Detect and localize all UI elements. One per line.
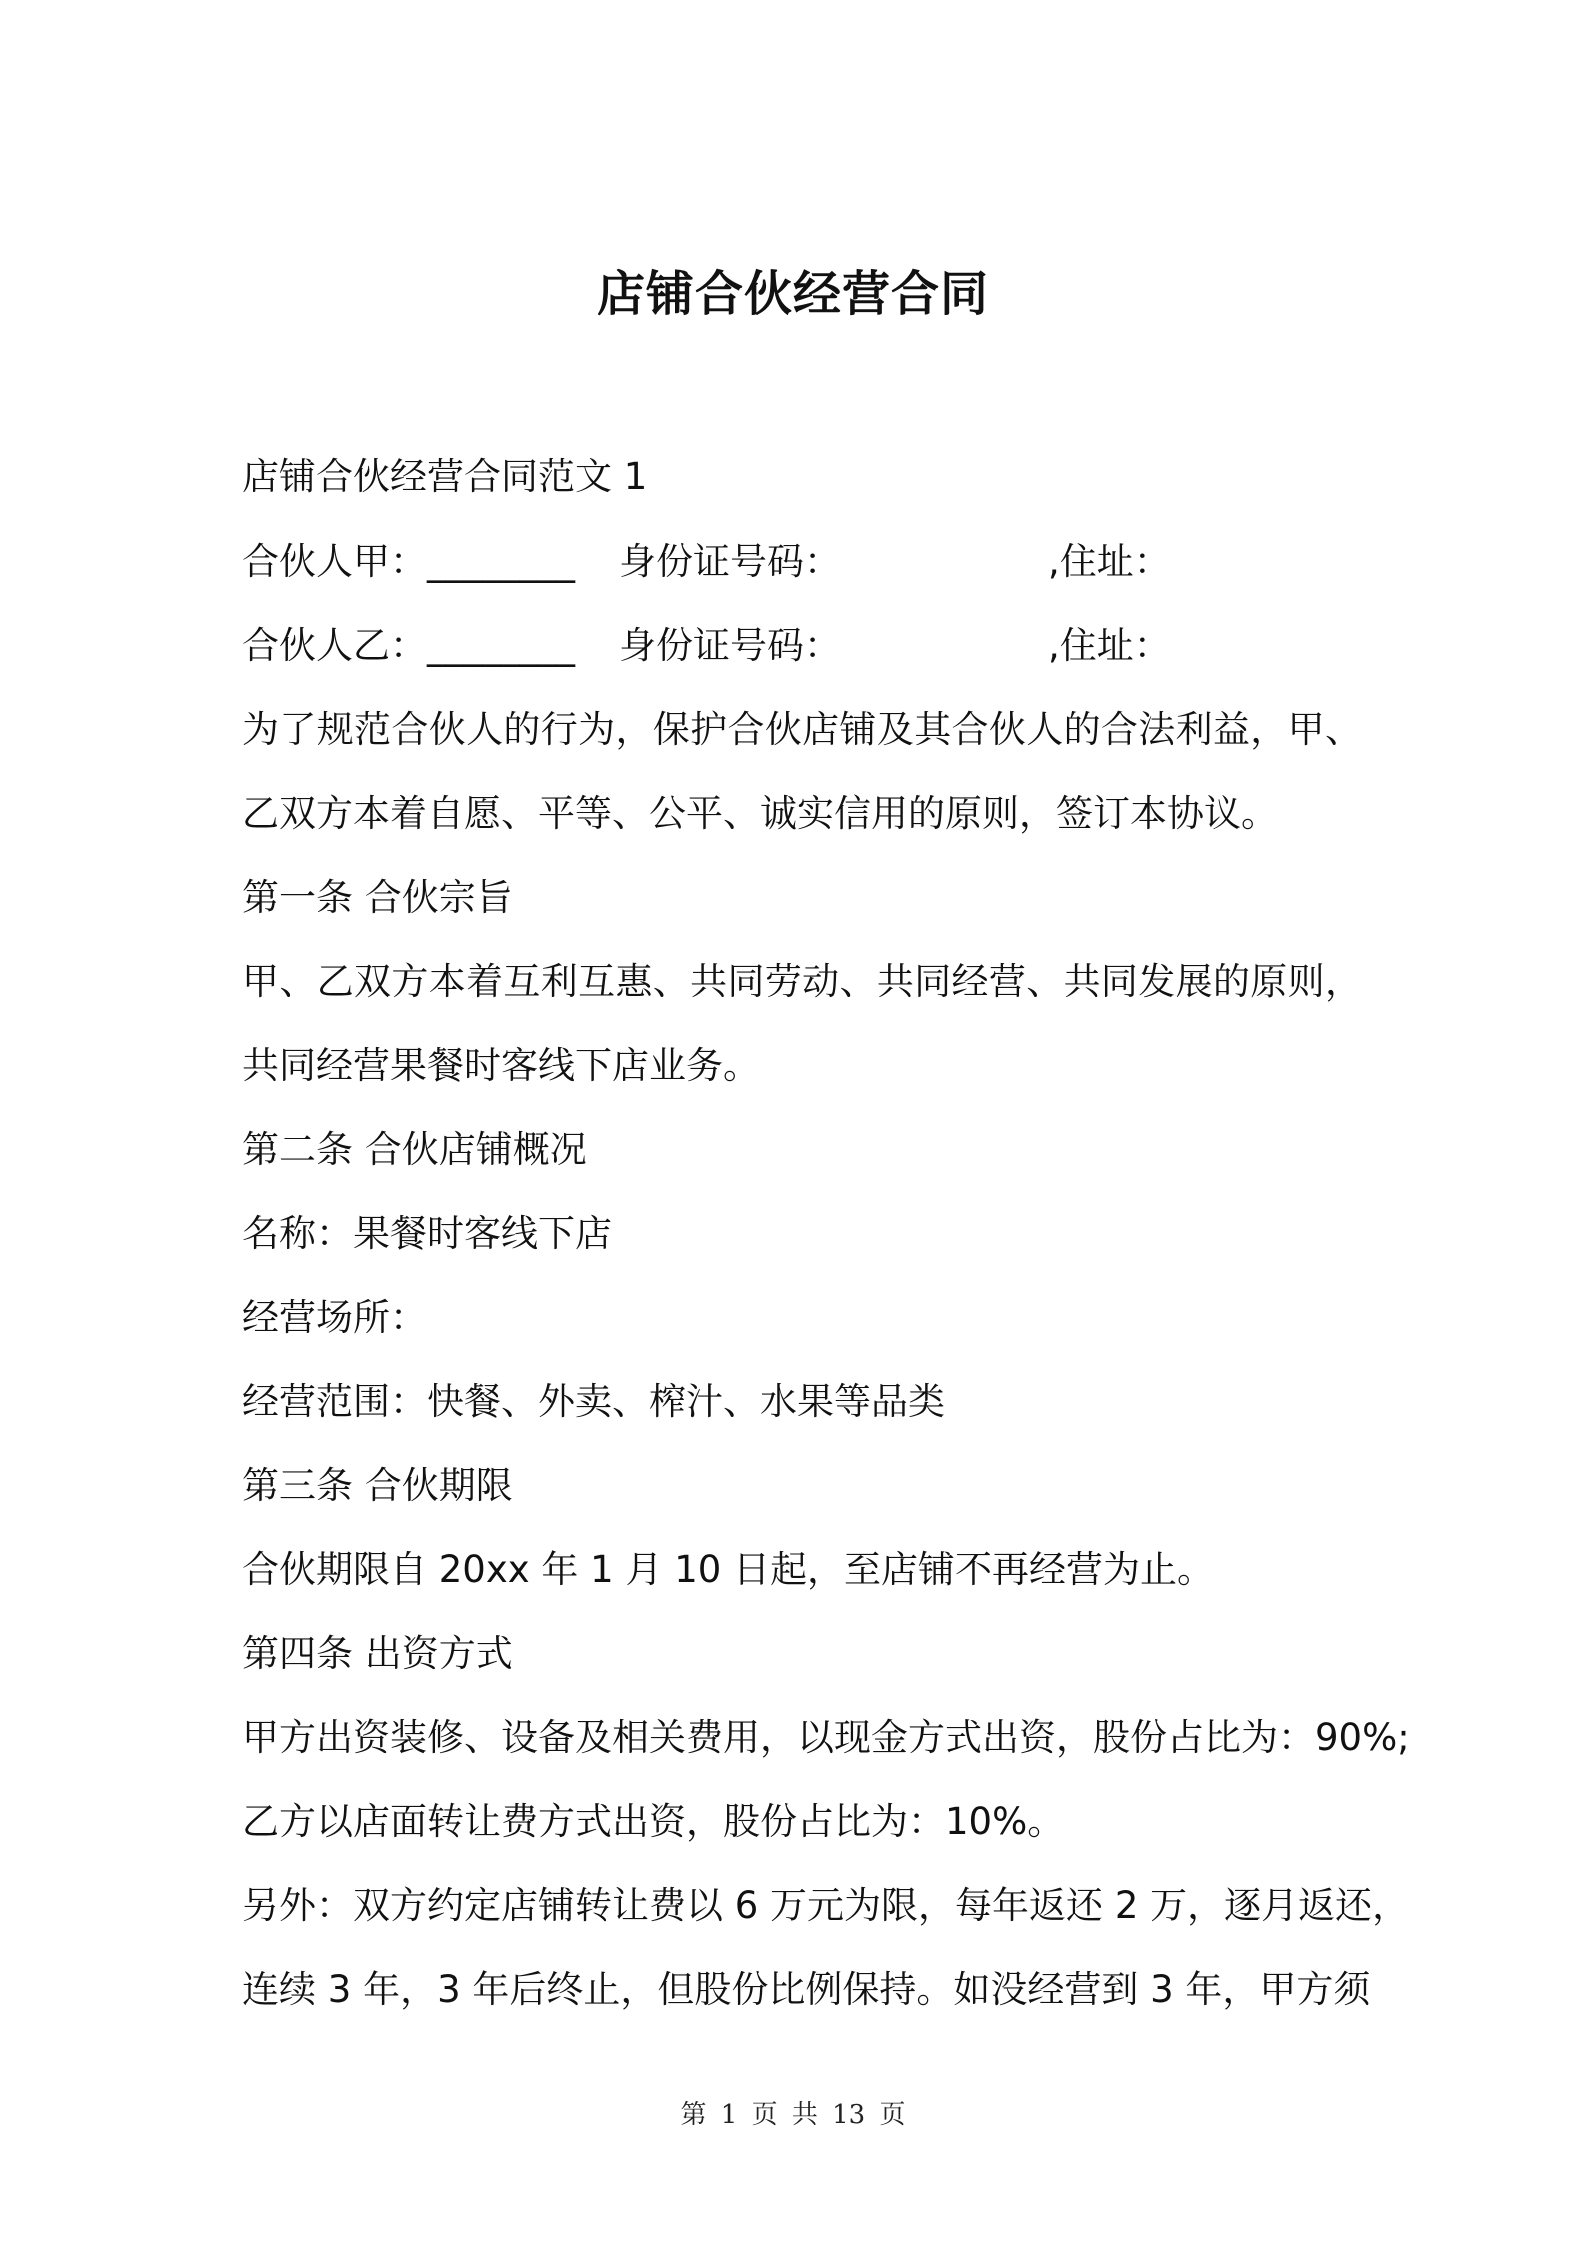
partner-b-label: 合伙人乙：________ xyxy=(242,624,575,667)
partner-a-address-label: ,住址： xyxy=(1048,540,1171,583)
article-1-line-1: 甲、乙双方本着互利互惠、共同劳动、共同经营、共同发展的原则， xyxy=(242,960,1362,1003)
page-footer: 第 1 页 共 13 页 xyxy=(680,2100,906,2130)
partner-a-label: 合伙人甲：________ xyxy=(242,540,575,583)
article-2-place-line: 经营场所： xyxy=(242,1296,427,1339)
article-2-name-line: 名称：果餐时客线下店 xyxy=(242,1212,612,1255)
article-4-heading: 第四条 出资方式 xyxy=(242,1632,513,1675)
article-4-line-3: 另外：双方约定店铺转让费以 6 万元为限，每年返还 2 万，逐月返还， xyxy=(242,1884,1410,1927)
partner-b-address-label: ,住址： xyxy=(1048,624,1171,667)
article-3-heading: 第三条 合伙期限 xyxy=(242,1464,513,1507)
article-4-line-4: 连续 3 年，3 年后终止，但股份比例保持。如没经营到 3 年，甲方须 xyxy=(242,1968,1371,2011)
article-3-line: 合伙期限自 20xx 年 1 月 10 日起，至店铺不再经营为止。 xyxy=(242,1548,1215,1591)
partner-b-id-label: 身份证号码： xyxy=(619,624,841,667)
article-2-heading: 第二条 合伙店铺概况 xyxy=(242,1128,587,1171)
intro-line-2: 乙双方本着自愿、平等、公平、诚实信用的原则，签订本协议。 xyxy=(242,792,1278,835)
intro-line-1: 为了规范合伙人的行为，保护合伙店铺及其合伙人的合法利益，甲、 xyxy=(242,708,1362,751)
article-2-scope-line: 经营范围：快餐、外卖、榨汁、水果等品类 xyxy=(242,1380,945,1423)
article-1-heading: 第一条 合伙宗旨 xyxy=(242,876,513,919)
article-4-line-2: 乙方以店面转让费方式出资，股份占比为：10%。 xyxy=(242,1800,1065,1843)
document-subtitle: 店铺合伙经营合同范文 1 xyxy=(242,455,648,498)
page-title: 店铺合伙经营合同 xyxy=(596,266,989,322)
article-1-line-2: 共同经营果餐时客线下店业务。 xyxy=(242,1044,760,1087)
article-4-line-1: 甲方出资装修、设备及相关费用，以现金方式出资，股份占比为：90%; xyxy=(242,1716,1410,1759)
partner-a-id-label: 身份证号码： xyxy=(619,540,841,583)
